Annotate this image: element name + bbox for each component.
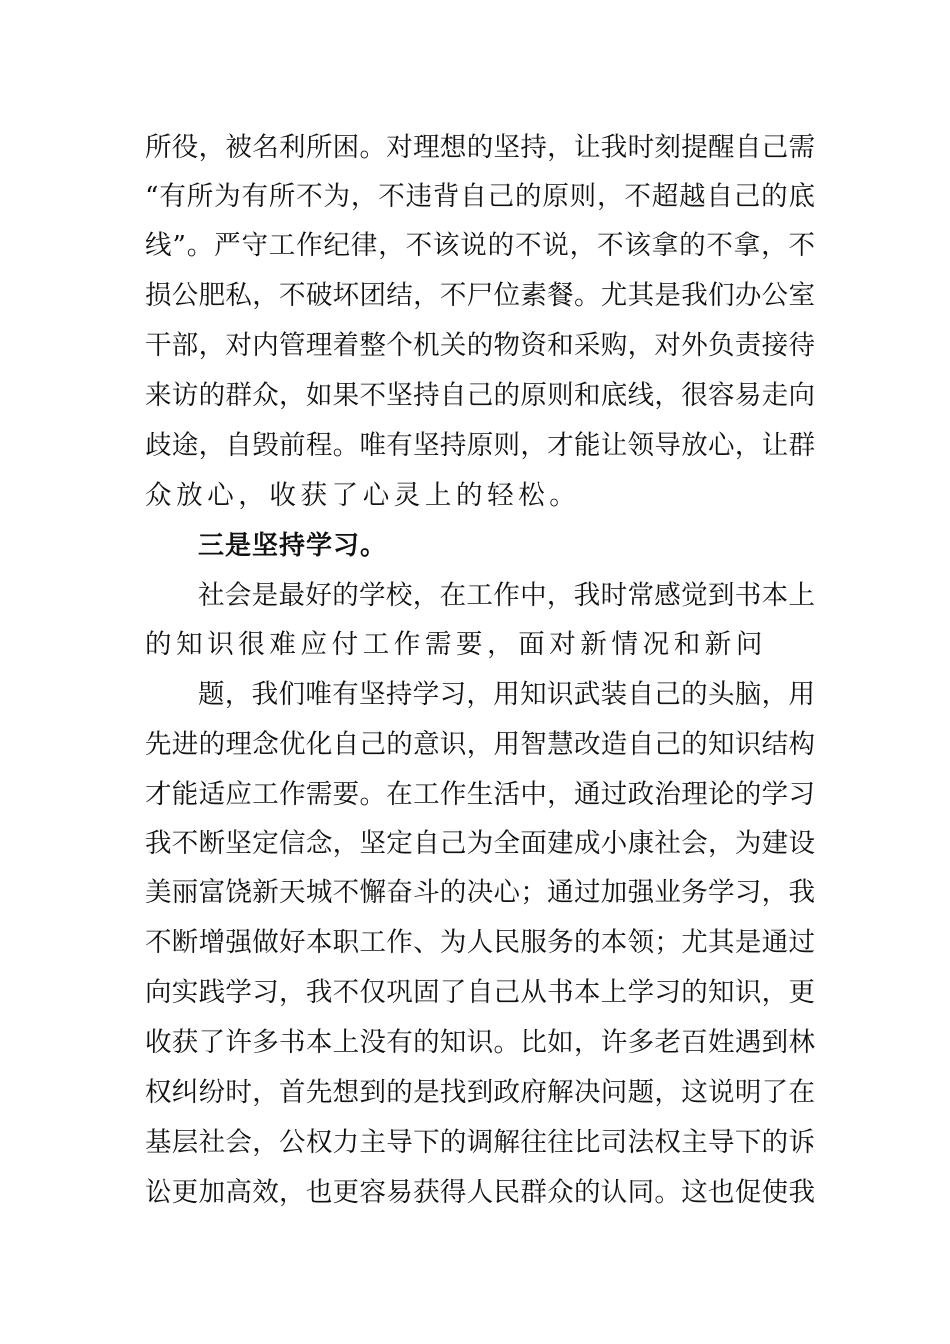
text-line: 美丽富饶新天城不懈奋斗的决心；通过加强业务学习，我 xyxy=(145,877,815,908)
text-line: 损公肥私，不破坏团结，不尸位素餐。尤其是我们办公室 xyxy=(145,280,815,311)
text-line: 歧途，自毁前程。唯有坚持原则，才能让领导放心，让群 xyxy=(145,430,815,461)
section-heading: 三是坚持学习。 xyxy=(198,531,388,561)
text-line: 线”。严守工作纪律，不该说的不说，不该拿的不拿，不 xyxy=(145,230,815,261)
text-line: 所役，被名利所困。对理想的坚持，让我时刻提醒自己需 xyxy=(145,132,815,163)
text-line: 基层社会，公权力主导下的调解往往比司法权主导下的诉 xyxy=(145,1127,815,1158)
text-line: 不断增强做好本职工作、为人民服务的本领；尤其是通过 xyxy=(145,927,815,958)
text-line: 讼更加高效，也更容易获得人民群众的认同。这也促使我 xyxy=(145,1177,815,1208)
text-line: 的知识很难应付工作需要，面对新情况和新问 xyxy=(145,629,767,660)
text-line: 权纠纷时，首先想到的是找到政府解决问题，这说明了在 xyxy=(145,1077,815,1108)
text-line: 收获了许多书本上没有的知识。比如，许多老百姓遇到林 xyxy=(145,1027,815,1058)
text-line: 社会是最好的学校，在工作中，我时常感觉到书本上 xyxy=(198,580,815,611)
text-line: 才能适应工作需要。在工作生活中，通过政治理论的学习 xyxy=(145,779,815,810)
text-line: 我不断坚定信念，坚定自己为全面建成小康社会，为建设 xyxy=(145,828,815,859)
text-line: 先进的理念优化自己的意识，用智慧改造自己的知识结构 xyxy=(145,729,815,760)
text-line: 题，我们唯有坚持学习，用知识武装自己的头脑，用 xyxy=(198,679,815,710)
text-line: 众放心，收获了心灵上的轻松。 xyxy=(145,480,581,511)
text-line: 来访的群众，如果不坚持自己的原则和底线，很容易走向 xyxy=(145,380,815,411)
text-line: 向实践学习，我不仅巩固了自己从书本上学习的知识，更 xyxy=(145,977,815,1008)
text-line: “有所为有所不为，不违背自己的原则，不超越自己的底 xyxy=(145,181,815,212)
text-line: 干部，对内管理着整个机关的物资和采购，对外负责接待 xyxy=(145,330,815,361)
